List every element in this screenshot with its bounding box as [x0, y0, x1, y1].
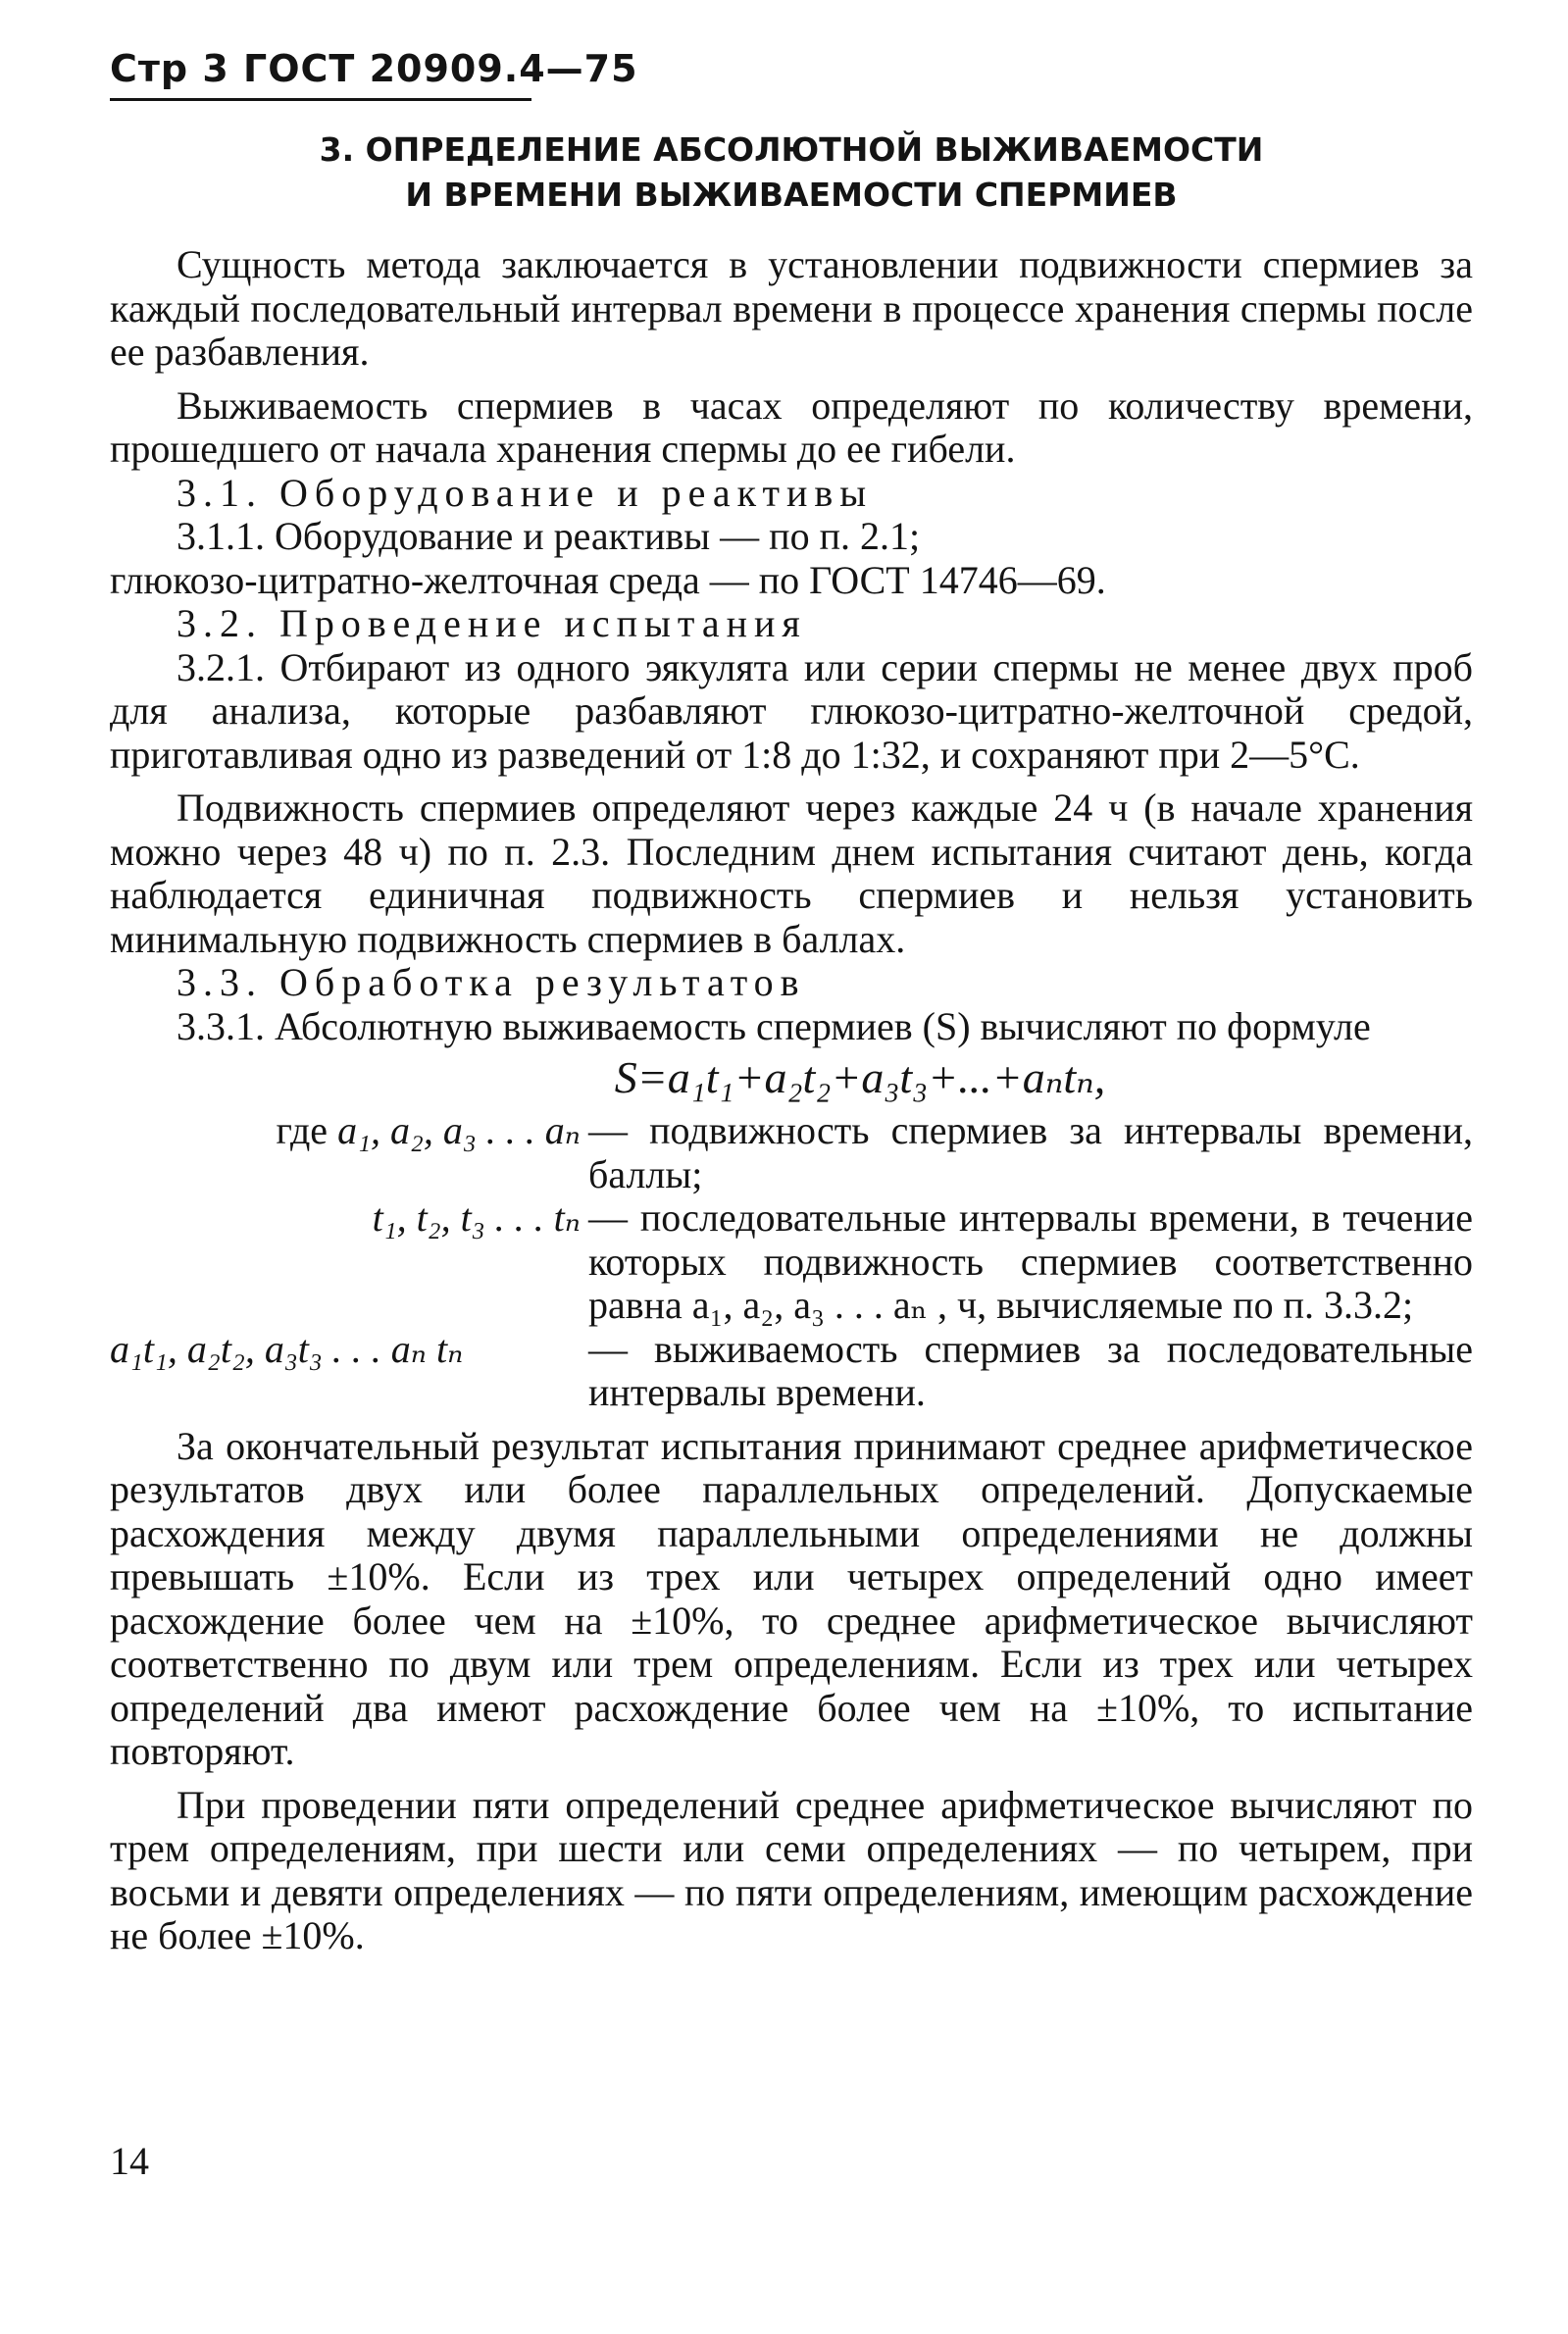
- method-essence-paragraph: Сущность метода заключается в установлении подвижности спермиев за каждый последовательный интервал времени в процессе хранения спермы после ее разбавления.: [110, 242, 1473, 374]
- legend-desc-at: — выживаемость спермиев за последовательные интервалы времени.: [588, 1326, 1473, 1414]
- item-3-1-1: 3.1.1. Оборудование и реактивы — по п. 2.1;: [177, 514, 921, 558]
- legend-symbol-a-text: a₁, a₂, a₃ . . . aₙ: [337, 1108, 581, 1152]
- section-title-line-2: И ВРЕМЕНИ ВЫЖИВАЕМОСТИ СПЕРМИЕВ: [405, 176, 1178, 214]
- running-title: Стр 3 ГОСТ 20909.4—75: [110, 47, 638, 90]
- item-3-2-1: 3.2.1. Отбирают из одного эякулята или серии спермы не менее двух проб для анализа, которые разбавляют глюкозо-цитратно-желточной средой, приготавливая одно из разведений от 1:8 до 1:32, и сохраняют при 2—5°С.: [110, 644, 1473, 777]
- legend-symbol-at-text: a₁t₁, a₂t₂, a₃t₃ . . . aₙ tₙ: [110, 1326, 464, 1371]
- subsection-3-2-title: [110, 602, 1473, 646]
- legend-symbol-at: [110, 1328, 588, 1415]
- body-text: [110, 243, 1473, 1958]
- final-result-paragraph: За окончательный результат испытания принимают среднее арифметическое результатов двух или более параллельных определений. Допускаемые расхождения между двумя параллельными определениями не должны превышать ±10%. Если из трех или четырех определений одно имеет расхождение более чем на ±10%, то среднее арифметическое вычисляют соответственно по двум или трем определениям. Если из трех или четырех определений два имеют расхождение более чем на ±10%, то испытание повторяют.: [110, 1423, 1473, 1773]
- subsection-3-1-text: 3.1. Оборудование и реактивы: [177, 470, 874, 515]
- motility-paragraph: Подвижность спермиев определяют через каждые 24 ч (в начале хранения можно через 48 ч) по п. 2.3. Последним днем испытания считают день, когда наблюдается единичная подвижность спермиев и нельзя установить минимальную подвижность спермиев в баллах.: [110, 786, 1473, 961]
- item-3-1-1-medium: глюкозо-цитратно-желточная среда — по ГОСТ 14746—69.: [110, 557, 1106, 602]
- legend-row-intervals: [110, 1196, 1473, 1328]
- subsection-3-2-text: 3.2. Проведение испытания: [177, 601, 807, 645]
- section-title-line-1: 3. ОПРЕДЕЛЕНИЕ АБСОЛЮТНОЙ ВЫЖИВАЕМОСТИ: [319, 130, 1264, 169]
- survival-hours-paragraph: Выживаемость спермиев в часах определяют по количеству времени, прошедшего от начала хранения спермы до ее гибели.: [110, 382, 1473, 471]
- section-heading: [110, 127, 1473, 218]
- legend-symbol-a: [110, 1109, 588, 1196]
- five-determinations-paragraph: При проведении пяти определений среднее арифметическое вычисляют по трем определениям, при шести или семи определениях — по четырем, при восьми и девяти определениях — по пяти определениям, имеющим расхождение не более ±10%.: [110, 1782, 1473, 1957]
- legend-symbol-t: [110, 1196, 588, 1328]
- page-number: 14: [110, 2139, 149, 2183]
- subsection-3-3-title: [110, 961, 1473, 1005]
- subsection-3-3-text: 3.3. Обработка результатов: [177, 960, 806, 1004]
- legend-desc-a: — подвижность спермиев за интервалы времени, баллы;: [588, 1108, 1473, 1196]
- legend-symbol-t-text: t₁, t₂, t₃ . . . tₙ: [372, 1195, 581, 1240]
- legend-row-survival: [110, 1328, 1473, 1415]
- item-3-3-1: 3.3.1. Абсолютную выживаемость спермиев (S) вычисляют по формуле: [177, 1003, 1371, 1048]
- legend-desc-t: — последовательные интервалы времени, в течение которых подвижность спермиев соответственно равна a₁, a₂, a₃ . . . aₙ , ч, вычисляемые по п. 3.3.2;: [588, 1195, 1473, 1327]
- survival-formula: S=a₁t₁+a₂t₂+a₃t₃+...+aₙtₙ,: [614, 1052, 1106, 1102]
- formula-legend: [110, 1109, 1473, 1415]
- subsection-3-1-title: [110, 472, 1473, 516]
- where-label: где: [276, 1108, 329, 1152]
- header-rule: [110, 98, 531, 101]
- legend-row-motility: [110, 1109, 1473, 1196]
